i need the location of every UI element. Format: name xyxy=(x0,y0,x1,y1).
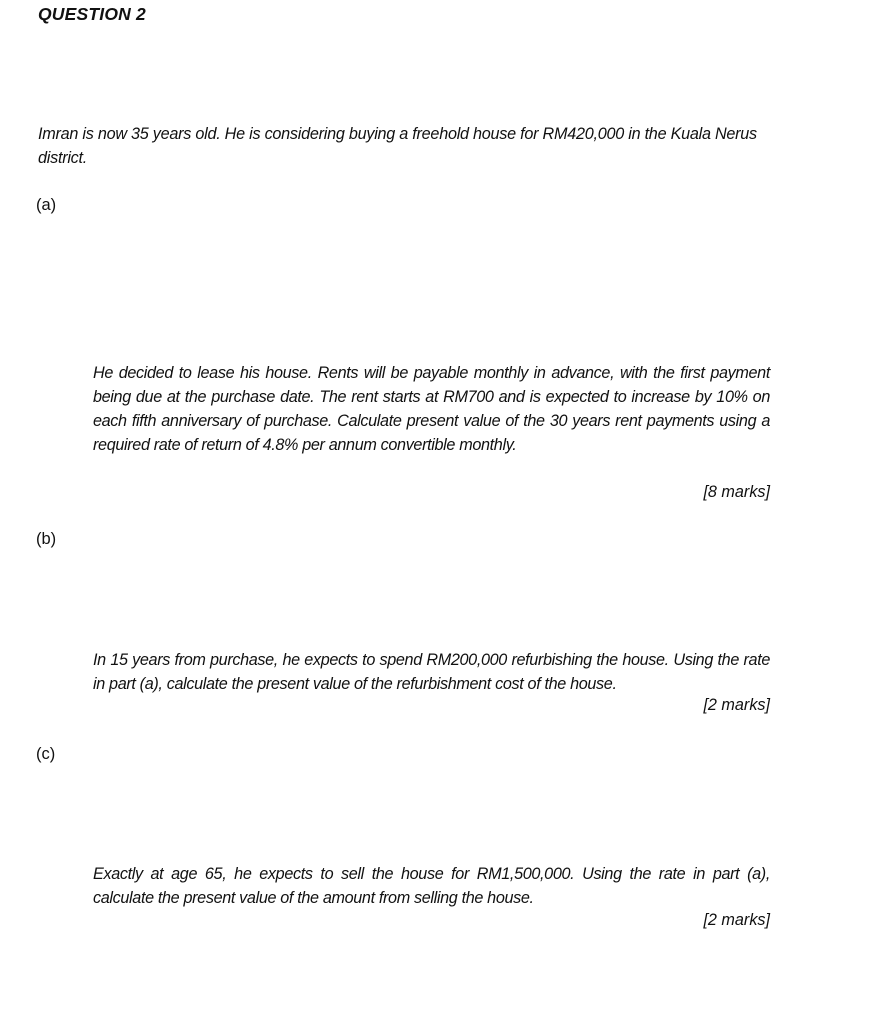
part-b-marks: [2 marks] xyxy=(703,696,770,714)
part-b-text: In 15 years from purchase, he expects to spend RM200,000 refurbishing the house. Using the rate in part (a), calculate the present value of the refurbishment cost of the house. xyxy=(93,651,770,693)
part-a-text: He decided to lease his house. Rents will be payable monthly in advance, with the first payment being due at the purchase date. The rent starts at RM700 and is expected to increase by 10% on each fifth anniversary of purchase. Calculate present value of the 30 years rent payments using a required rate of return of 4.8% per annum convertible monthly. xyxy=(93,364,770,454)
part-a-label: (a) xyxy=(36,196,57,214)
part-c-label: (c) xyxy=(36,745,56,763)
part-c-text: Exactly at age 65, he expects to sell the house for RM1,500,000. Using the rate in part (a), calculate the present value of the amount from selling the house. xyxy=(93,865,770,907)
part-a-marks: [8 marks] xyxy=(703,483,770,501)
question-heading: QUESTION 2 xyxy=(38,4,146,24)
part-b-label: (b) xyxy=(36,530,57,548)
part-c-marks: [2 marks] xyxy=(703,911,770,929)
question-intro: Imran is now 35 years old. He is considering buying a freehold house for RM420,000 in the Kuala Nerus district. xyxy=(38,125,757,167)
